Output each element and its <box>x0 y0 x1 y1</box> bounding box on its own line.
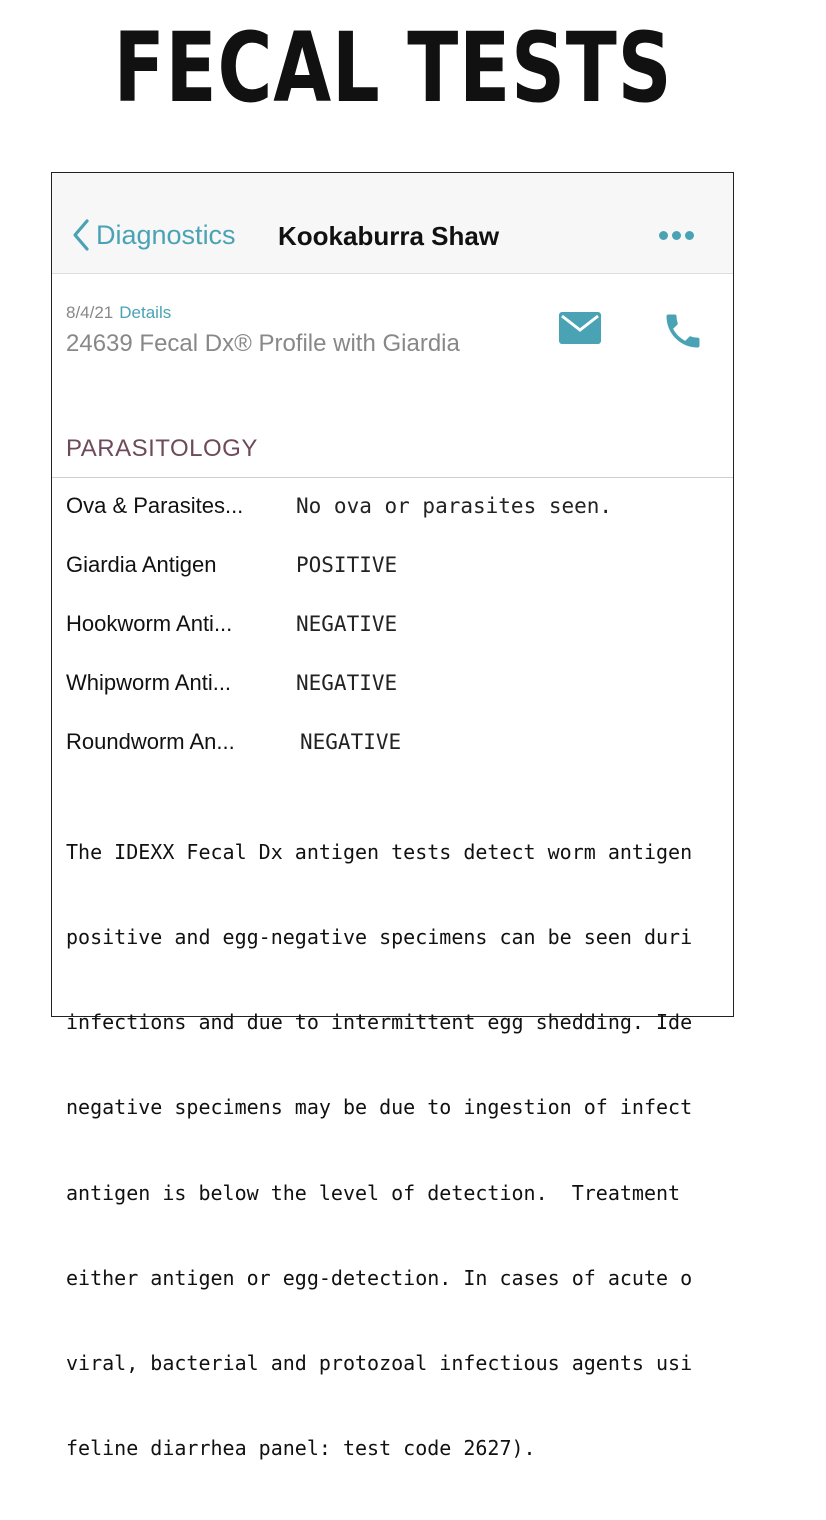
notes-line: viral, bacterial and protozoal infectious agents usi <box>66 1351 693 1376</box>
page-title: FECAL TESTS <box>113 12 673 124</box>
back-label: Diagnostics <box>96 219 236 250</box>
result-label: Hookworm Anti... <box>66 611 233 636</box>
back-button[interactable] <box>72 219 236 251</box>
result-value: NEGATIVE <box>300 730 402 754</box>
section-title-parasitology: PARASITOLOGY <box>66 435 258 462</box>
notes-line: either antigen or egg-detection. In cases of acute o <box>66 1265 693 1290</box>
phone-icon[interactable] <box>661 309 705 358</box>
more-options-icon[interactable] <box>659 231 694 240</box>
notes-line: positive and egg-negative specimens can be seen duri <box>66 925 693 950</box>
result-value: NEGATIVE <box>296 671 398 695</box>
result-row-whipworm-antigen[interactable] <box>66 670 733 702</box>
result-label: Roundworm An... <box>66 729 235 754</box>
notes-line: feline diarrhea panel: test code 2627). <box>66 1436 536 1461</box>
result-row-giardia-antigen[interactable] <box>66 552 733 584</box>
record-date: 8/4/21 <box>66 303 114 322</box>
notes-line: The IDEXX Fecal Dx antigen tests detect worm antigen <box>66 839 693 864</box>
patient-name: Kookaburra Shaw <box>278 221 500 251</box>
result-label: Ova & Parasites... <box>66 493 244 518</box>
app-screen <box>51 172 734 1461</box>
chevron-left-icon <box>72 219 90 251</box>
result-row-roundworm-antigen[interactable] <box>66 729 733 761</box>
record-meta <box>66 303 171 323</box>
result-label: Whipworm Anti... <box>66 670 232 695</box>
navigation-bar <box>52 173 733 274</box>
test-name: 24639 Fecal Dx® Profile with Giardia <box>66 330 460 357</box>
result-row-hookworm-antigen[interactable] <box>66 611 733 643</box>
section-divider <box>52 477 733 478</box>
notes-line: antigen is below the level of detection. Treatment <box>66 1180 693 1205</box>
result-value: NEGATIVE <box>296 612 398 636</box>
result-value: POSITIVE <box>296 553 398 577</box>
notes-line: infections and due to intermittent egg shedding. Ide <box>66 1010 693 1035</box>
result-value: No ova or parasites seen. <box>296 494 613 518</box>
notes-line: negative specimens may be due to ingestion of infect <box>66 1095 693 1120</box>
result-row-ova-parasites[interactable] <box>66 493 733 525</box>
result-label: Giardia Antigen <box>66 552 217 577</box>
result-notes <box>66 781 733 1520</box>
mail-icon[interactable] <box>559 312 601 349</box>
details-link[interactable]: Details <box>119 303 172 322</box>
